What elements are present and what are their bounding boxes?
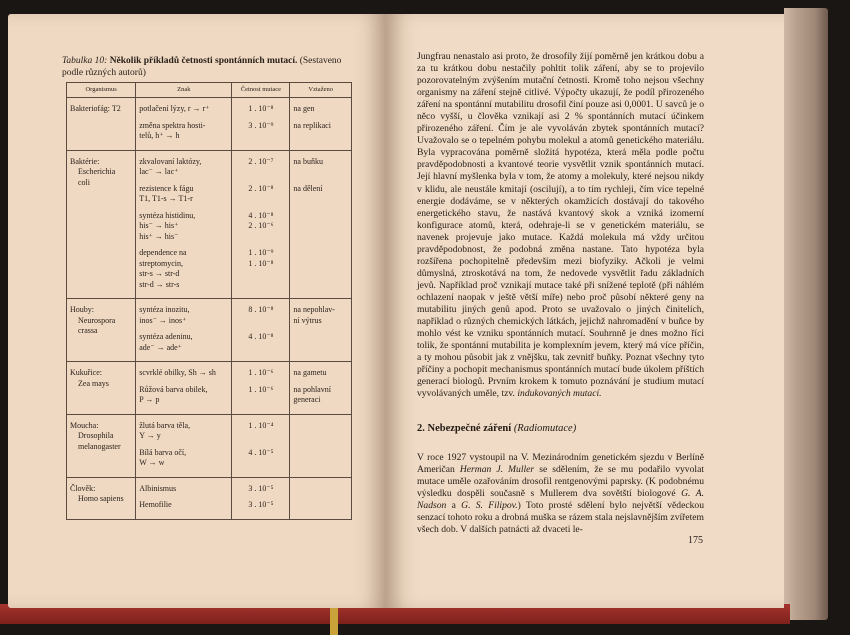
rate-value: 8 . 10⁻⁸ [248,305,274,314]
trait-line: zkvalovaní laktózy, [139,156,202,166]
trait-line: ade⁻ → ade⁺ [139,342,182,352]
rate-value: 4 . 10⁻⁸ [248,332,274,341]
trait-line: dependence na [139,248,187,257]
trait-cell [136,477,232,519]
p2-c: a [451,499,456,511]
organism-name: Homo sapiens [78,494,124,503]
trait-line: změna spektra hosti- [139,120,206,130]
trait-line: Hemofilie [139,500,172,509]
rate-value: 3 . 10⁻⁵ [248,500,274,509]
body-text-2 [417,442,704,546]
p2-d: ) Toto prosté sdělení bylo největší vědeckou senzací tohoto roku a drobná muška se rázem stala nejslavnějším zvířetem všech dob. V dalších patnácti až dvaceti le- [417,499,705,535]
organism-cell [67,299,136,362]
table-row [67,414,352,477]
relative-value [293,211,348,243]
trait-entry [139,305,228,326]
relative-cell [290,477,352,519]
trait-cell [136,150,232,299]
trait-line: Albinismus [139,483,177,493]
table-header-row [67,83,352,98]
relative-value: na buňku [293,156,323,166]
trait-entry [139,484,228,495]
trait-entry [139,500,228,511]
p2-name3: G. S. Filipov. [461,499,518,511]
body-text-1 [417,51,704,400]
trait-line: str-d → str-s [139,279,180,289]
relative-value: na pohlavní generaci [293,384,331,404]
table-row [67,299,352,362]
relative-cell [290,362,352,415]
trait-line: lac⁻ → lac⁺ [139,167,179,176]
rate-value: 1 . 10⁻⁶ [248,384,274,394]
caption-title: Několik příkladů četnosti spontánních mutací. [109,56,298,66]
p2-name2: G. A. Nadson [417,487,704,511]
rate-value: 3 . 10⁻⁵ [248,483,274,493]
trait-entry [139,385,228,406]
trait-line: Y → y [139,431,161,440]
relative-value [293,500,348,511]
rate-value: 2 . 10⁻⁸ [248,183,274,193]
paragraph-1-end: indukovaných mutací. [517,388,602,400]
organism-name: Zea mays [78,378,109,388]
relative-value [293,448,348,469]
table-row [67,150,352,299]
table-caption [62,55,362,79]
relative-value [293,421,348,442]
relative-cell [290,299,352,362]
relative-value [293,332,348,353]
section-heading [417,423,576,434]
trait-cell [136,414,232,477]
rate-cell [232,362,290,415]
caption-note: (Sestaveno podle různých autorů) [62,56,342,78]
table-row [67,362,352,415]
rate-value: 3 . 10⁻⁹ [248,120,274,130]
organism-name: Drosophila [78,431,114,440]
trait-entry [139,211,228,243]
trait-line: žlutá barva těla, [139,420,191,430]
organism-name: Člověk: [70,483,96,493]
trait-entry [139,421,228,442]
header-relative: Vztaženo [290,83,352,98]
organism-name: Neurospora [78,315,116,325]
caption-label: Tabulka 10: [62,56,108,66]
page-number: 175 [688,535,703,546]
relative-value [293,248,348,290]
trait-line: P → p [139,395,160,404]
trait-line: inos⁻ → inos⁺ [139,315,187,325]
trait-line: potlačení lýzy, r → r⁺ [139,104,210,113]
rate-value: 1 . 10⁻⁸ [248,104,274,113]
rate-cell [232,98,290,151]
rate-value: 1 . 10⁻⁴ [248,420,274,430]
trait-cell [136,362,232,415]
relative-value: na gametu [293,368,327,377]
relative-value [293,484,348,495]
relative-value: na dělení [293,183,323,193]
header-trait: Znak [136,83,232,98]
heading-sub: (Radiomutace) [513,423,577,434]
trait-line: T1, T1-s → T1-r [139,194,193,203]
rate-value: 1 . 10⁻⁹ 1 . 10⁻⁸ [248,248,274,268]
organism-cell [67,362,136,415]
relative-value: na gen [293,104,315,113]
bookmark-ribbon [330,606,338,635]
rate-value: 4 . 10⁻⁸ 2 . 10⁻⁶ [248,210,274,230]
trait-line: str-s → str-d [139,269,180,278]
trait-line: his⁺ → his⁻ [139,231,179,241]
heading-main: 2. Nebezpečné záření [417,423,512,434]
trait-line: scvrklé obilky, Sh → sh [139,368,216,377]
p2-b: se sdělením, že se mu podařilo vyvolat mutace uměle ozařováním drosofil rentgenovými paprsky. (K podobnému výsledku dospěli současně s Mullerem dva sovětští biologové [417,463,704,499]
trait-line: syntéza adeninu, [139,332,193,341]
trait-cell [136,98,232,151]
trait-line: Bílá barva očí, [139,447,187,457]
trait-line: syntéza histidinu, [139,210,196,220]
relative-cell [290,150,352,299]
organism-cell [67,150,136,299]
organism-cell [67,98,136,151]
rate-cell [232,299,290,362]
organism-name: Bakteriofág: T2 [70,104,121,113]
header-rate: Četnost mutace [232,83,290,98]
trait-line: telů, h⁺ → h [139,131,180,140]
table-row [67,98,352,151]
organism-cell [67,477,136,519]
trait-line: his⁻ → his⁺ [139,221,179,230]
p2-a: V roce 1927 vystoupil na V. Mezinárodním genetickém sjezdu v Berlíně Američan [417,451,704,475]
trait-line: Růžová barva obilek, [139,384,208,394]
organism-name: melanogaster [78,441,121,451]
organism-name: Escherichia [78,167,116,176]
rate-cell [232,477,290,519]
header-organism: Organismus [67,83,136,98]
table-row [67,477,352,519]
organism-name: Baktérie: [70,156,100,166]
rate-value: 1 . 10⁻⁶ [248,368,274,377]
paragraph-1: Jungfrau nenastalo asi proto, že drosofily žijí poměrně jen krátkou dobu a za tu krátkou dobu nestačily pohltit tolik záření, aby se to projevilo pozorovatelným zvýšením mutační četnosti. Kromě toho nejsou všechny organismy na záření stejně citlivé. Výpočty ukazují, že podíl přirozeného záření na spontánní mutabilitu drosofil činí pouze asi 0,0001. U savců je o něco vyšší, u člověka vznikají asi 2 % spontánních mutací účinkem přirozeného záření. Čím je ale vyvoláván zbytek spontánních mutací? Uvažovalo se o tepelném pohybu molekul a atomů genetického materiálu. Byla vypracována poměrně složitá hypotéza, která měla podle počtu pravděpodobnosti a kvantové teorie vysvětlit vznik spontánních mutací. Její hlavní myšlenka byla v tom, že atomy a molekuly, které nejsou nikdy v klidu, ale neustále kmitají (oscilují), a to tím rychleji, čím více tepelné energie dodáváme, se v některých okamžicích dostávají do takového energetického stavu, že nastává kvantový skok a vzniká izomerní konfigurace atomů, která, odehraje-li se v genetickém materiálu, se navenek projevuje jako mutace. Každá molekula má vždy určitou pravděpodobnost, že podobná změna nastane. Tato hypotéza byla rozšířena pochopitelně především mezi biofyziky. Ačkoli je velmi důmyslná, ztroskotává na tom, že nedovede vysvětlit řadu základních jevů. Například proč vznikají mutace také při snížené teplotě (při náhlém ochlazení naopak v ještě větší míře) nebo proč působí některé geny na mutabilitu jiných genů apod. Proto se uvažovalo o jiných činitelích, například o různých chemických látkách, jejichž nahromadění v buňce by mohlo vést ke vzniku spontánních mutací. Souhrnně je dnes možno říci tolik, že spontánní mutabilita je komplexním jevem, který má více příčin, a ty mohou působit jak z vnějšku, tak zevnitř buňky. Poznat všechny tyto příčiny a pochopit mechanismus spontánních mutací bude úkolem příštích generací biologů. Prvním krokem k tomuto poznávání je studium mutací vyvolávaných uměle, tzv. [417,51,704,400]
organism-name: crassa [78,326,98,335]
trait-line: syntéza inozitu, [139,305,190,314]
organism-name: Houby: [70,305,94,314]
rate-cell [232,414,290,477]
rate-cell [232,150,290,299]
trait-entry [139,448,228,469]
book-page-edges [784,8,828,620]
trait-entry [139,121,228,142]
trait-entry [139,332,228,353]
rate-value: 4 . 10⁻⁵ [248,447,274,457]
trait-entry [139,248,228,290]
trait-cell [136,299,232,362]
trait-entry [139,104,228,115]
organism-cell [67,414,136,477]
p2-name1: Herman J. Muller [459,463,535,475]
rate-value: 2 . 10⁻⁷ [248,156,274,166]
relative-value: na nepohlav- ní výtrus [293,305,335,325]
trait-line: rezistence k fágu [139,183,194,193]
mutation-frequency-table [66,82,352,520]
trait-entry [139,184,228,205]
trait-line: W → w [139,458,165,467]
organism-name: Kukuřice: [70,368,102,377]
organism-name: coli [78,177,90,187]
trait-entry [139,368,228,379]
trait-line: streptomycin, [139,258,184,268]
trait-entry [139,157,228,178]
relative-value: na replikaci [293,120,331,130]
relative-cell [290,414,352,477]
organism-name: Moucha: [70,420,99,430]
relative-cell [290,98,352,151]
